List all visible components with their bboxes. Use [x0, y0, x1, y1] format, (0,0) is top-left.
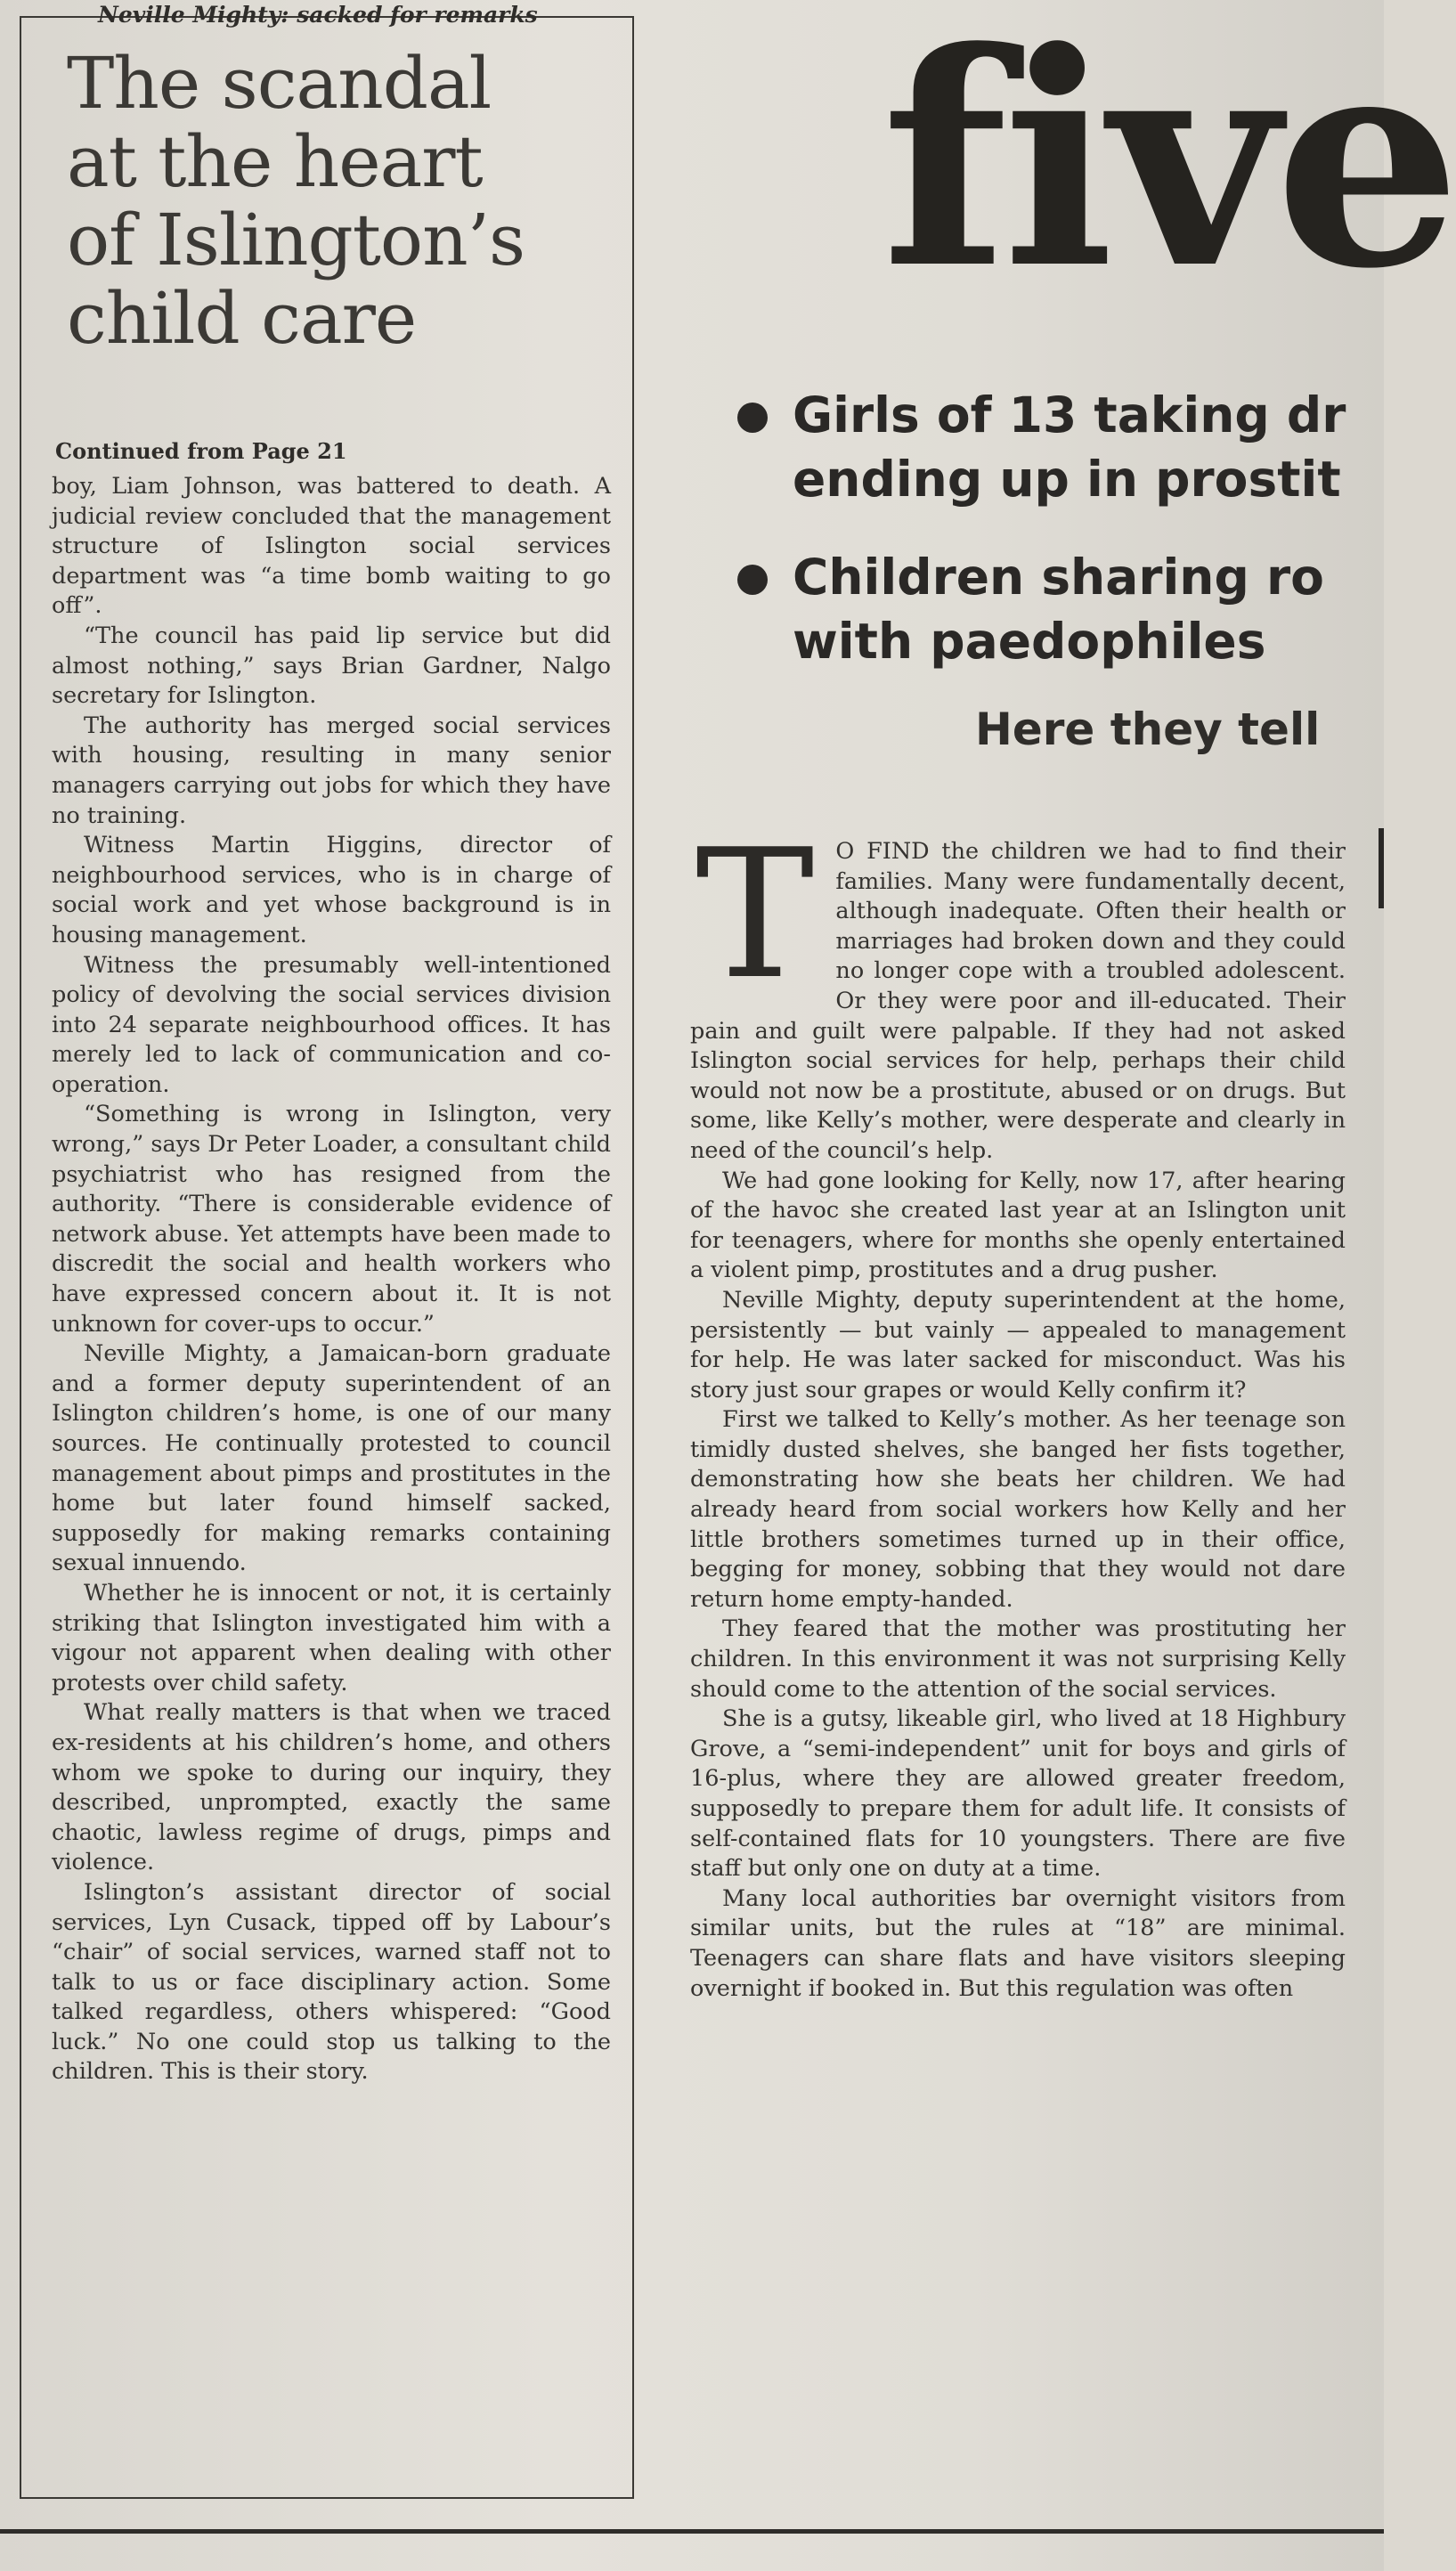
- drop-cap: T: [695, 811, 815, 1019]
- article-paragraph: Witness Martin Higgins, director of neighbourhood services, who is in charge of social work and yet whose background is in housing management.: [52, 832, 611, 948]
- article-paragraph: Neville Mighty, a Jamaican-born graduate and a former deputy superintendent of an Islington children’s home, is one of our many sources. He continually protested to council management about pimps and prostitutes in the home but later found himself sacked, supposedly for making remarks containing sexual innuendo.: [52, 1340, 611, 1577]
- headline-line: child care: [67, 277, 417, 360]
- article-paragraph: [690, 811, 1346, 1167]
- bullet-item: [730, 383, 1384, 511]
- article-paragraph: boy, Liam Johnson, was battered to death. A judicial review concluded that the management structure of Islington social services department was “a time bomb waiting to go off”.: [52, 473, 611, 620]
- article-paragraph: We had gone looking for Kelly, now 17, after hearing of the havoc she created last year at an Islington unit for teenagers, where for months she openly entertained a violent pimp, prostitutes and a drug pusher.: [690, 1167, 1346, 1284]
- headline-line: at the heart: [67, 120, 483, 203]
- photo-caption-kicker: Neville Mighty: sacked for remarks: [98, 2, 538, 28]
- headline-line: of Islington’s: [67, 199, 525, 281]
- article-paragraph-text: O FIND the children we had to find their families. Many were fundamentally decent, although inadequate. Often their health or marriages had broken down and they could no longer cope with a troubled adolescent. Or they were poor and ill-educated. Their pain and guilt were palpable. If they had not asked Islington social services for help, perhaps their child would not now be a prostitute, abused or on drugs. But some, like Kelly’s mother, were desperate and clearly in need of the council’s help.: [690, 838, 1346, 1164]
- headline-line: The scandal: [67, 42, 492, 125]
- bullet-item: [730, 545, 1384, 673]
- article-paragraph: Witness the presumably well-intentioned policy of devolving the social services division into 24 separate neighbourhood offices. It has merely led to lack of communication and co-operation.: [52, 951, 611, 1098]
- article-paragraph: Whether he is innocent or not, it is certainly striking that Islington investigated him with a vigour not apparent when dealing with other protests over child safety.: [52, 1579, 611, 1696]
- article-paragraph: What really matters is that when we traced ex-residents at his children’s home, and others whom we spoke to during our inquiry, they described, unprompted, exactly the same chaotic, lawless regime of drugs, pimps and violence.: [52, 1699, 611, 1876]
- article-paragraph: First we talked to Kelly’s mother. As her teenage son timidly dusted shelves, she banged her fists together, demonstrating how she beats her children. We had already heard from social workers how Kelly and her little brothers sometimes turned up in their office, begging for money, sobbing that they would not dare return home empty-handed.: [690, 1406, 1346, 1613]
- article-paragraph: Islington’s assistant director of social services, Lyn Cusack, tipped off by Labour’s “chair” of social services, warned staff not to talk to us or face disciplinary action. Some talked regardless, others whispered: “Good luck.” No one could stop us talking to the children. This is their story.: [52, 1878, 611, 2086]
- headline: [67, 42, 619, 360]
- bullet-line: Girls of 13 taking dr: [793, 386, 1346, 443]
- right-article-body: [690, 811, 1346, 2004]
- article-paragraph: They feared that the mother was prostituting her children. In this environment it was not surprising Kelly should come to the attention of the social services.: [690, 1615, 1346, 1703]
- bottom-rule: [0, 2529, 1384, 2534]
- continued-from-label: Continued from Page 21: [55, 438, 347, 464]
- article-paragraph: Neville Mighty, deputy superintendent at the home, persistently — but vainly — appealed to management for help. He was later sacked for misconduct. Was his story just sour grapes or would Kelly confirm it?: [690, 1286, 1346, 1403]
- bullet-line: with paedophiles: [793, 613, 1266, 670]
- article-paragraph: The authority has merged social services with housing, resulting in many senior managers carrying out jobs for which they have no training.: [52, 712, 611, 829]
- article-paragraph: Many local authorities bar overnight visitors from similar units, but the rules at “18” are minimal. Teenagers can share flats and have visitors sleeping overnight if booked in. But this regulation was often: [690, 1884, 1346, 2002]
- bullet-dot-icon: [737, 403, 768, 433]
- subheadline: Here they tell: [975, 704, 1321, 755]
- big-headline-word: five: [882, 0, 1456, 333]
- article-paragraph: “The council has paid lip service but did almost nothing,” says Brian Gardner, Nalgo secretary for Islington.: [52, 622, 611, 710]
- article-paragraph: She is a gutsy, likeable girl, who lived at 18 Highbury Grove, a “semi-independent” unit for boys and girls of 16-plus, where they are allowed greater freedom, supposedly to prepare them for adult life. It consists of self-contained flats for 10 youngsters. There are five staff but only one on duty at a time.: [690, 1705, 1346, 1883]
- edge-rule: [1379, 828, 1384, 908]
- bullet-dot-icon: [737, 565, 768, 595]
- left-article-body: [52, 472, 611, 2087]
- article-paragraph: “Something is wrong in Islington, very wrong,” says Dr Peter Loader, a consultant child psychiatrist who has resigned from the authority. “There is considerable evidence of network abuse. Yet attempts have been made to discredit the social and health workers who have expressed concern about it. It is not unknown for cover-ups to occur.”: [52, 1101, 611, 1338]
- bullet-line: ending up in prostit: [793, 451, 1341, 508]
- bullet-line: Children sharing ro: [793, 549, 1324, 606]
- bullet-list: [730, 383, 1384, 707]
